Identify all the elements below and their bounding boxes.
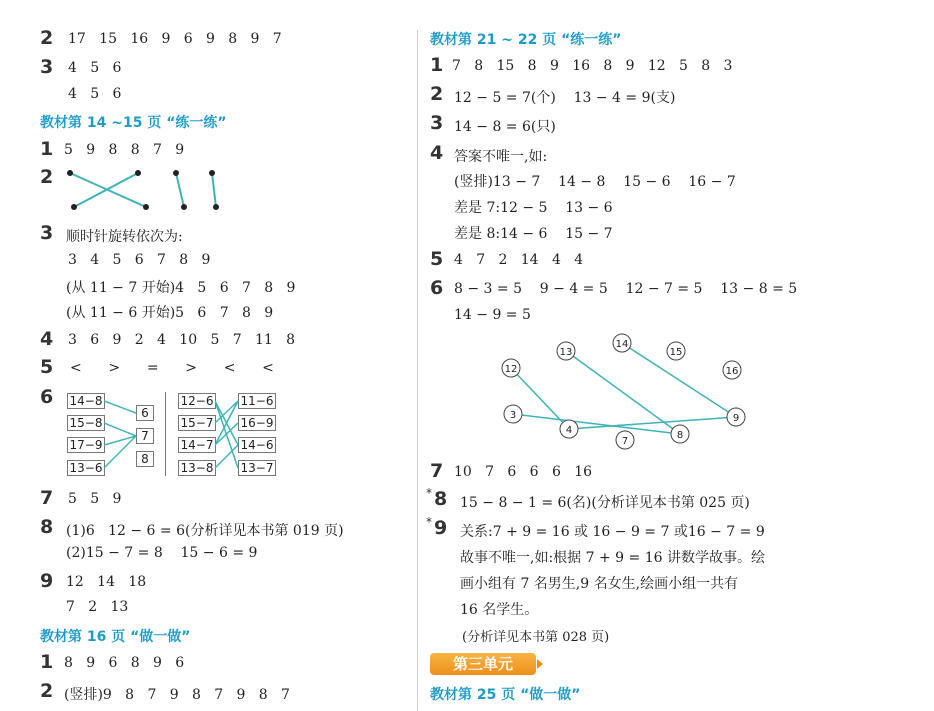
expression-box: 13−7 [238, 460, 276, 476]
item-number: 8 [434, 488, 448, 510]
item-number: 2 [40, 27, 54, 49]
item-number: 6 [40, 386, 54, 408]
item-number: 4 [430, 142, 444, 164]
answer-text: 4 5 6 [68, 86, 122, 102]
answer-text: 3 4 5 6 7 8 9 [68, 252, 211, 268]
expression-box: 17−9 [67, 437, 105, 453]
item-number: 9 [434, 517, 448, 539]
value-box: 6 [136, 405, 154, 421]
answer-text: 画小组有 7 名男生,9 名女生,绘画小组一共有 [460, 576, 739, 592]
answer-text: (竖排)13 − 7 14 − 8 15 − 6 16 − 7 [454, 174, 736, 190]
answer-text: 差是 7:12 − 5 13 − 6 [454, 200, 613, 216]
divider [165, 392, 166, 476]
circle-label: 13 [559, 347, 573, 358]
item-number: 2 [40, 680, 54, 702]
circle-label: 8 [676, 430, 684, 441]
answer-text: (2)15 − 7 = 8 15 − 6 = 9 [66, 545, 258, 561]
item-number: 1 [40, 138, 54, 160]
answer-text: (从 11 − 6 开始)5 6 7 8 9 [66, 305, 274, 321]
item-number: 2 [40, 166, 54, 188]
item-number: 6 [430, 277, 444, 299]
item-number: 3 [40, 56, 54, 78]
matching-dots-diagram [60, 165, 230, 215]
section-heading: 教材第 14 ~15 页 “练一练” [40, 115, 227, 131]
circle-label: 4 [565, 425, 573, 436]
unit-tab-arrow [537, 659, 543, 669]
item-number: 2 [430, 83, 444, 105]
item-number: 1 [40, 651, 54, 673]
unit-tab: 第三单元 [430, 653, 536, 675]
answer-text: 答案不唯一,如: [454, 149, 548, 165]
section-heading: 教材第 21 ~ 22 页 “练一练” [430, 32, 622, 48]
matching-lines-left [104, 393, 138, 473]
answer-text: (从 11 − 7 开始)4 5 6 7 8 9 [66, 280, 296, 296]
item-number: 7 [40, 487, 54, 509]
answer-text: < > = > < < [70, 360, 274, 376]
section-heading: 教材第 25 页 “做一做” [430, 687, 581, 703]
circle-label: 7 [621, 436, 629, 447]
answer-text: 12 14 18 [66, 574, 147, 590]
answer-text: 8 9 6 8 9 6 [64, 655, 185, 671]
matching-lines-right [215, 393, 239, 473]
answer-text: 4 5 6 [68, 60, 122, 76]
item-number: 9 [40, 570, 54, 592]
answer-text: 16 名学生。 [460, 602, 539, 618]
circle-matching-diagram [490, 330, 760, 454]
answer-text: 17 15 16 9 6 9 8 9 7 [68, 31, 282, 47]
expression-box: 14−6 [238, 437, 276, 453]
section-heading: 教材第 16 页 “做一做” [40, 629, 191, 645]
answer-text: 5 5 9 [68, 491, 122, 507]
item-number: 3 [430, 112, 444, 134]
expression-box: 12−6 [178, 393, 216, 409]
answer-text: 7 2 13 [66, 599, 129, 615]
item-number: 5 [430, 248, 444, 270]
expression-box: 11−6 [238, 393, 276, 409]
value-box: 7 [136, 428, 154, 444]
expression-box: 14−7 [178, 437, 216, 453]
answer-text: 差是 8:14 − 6 15 − 7 [454, 226, 613, 242]
answer-text: 3 6 9 2 4 10 5 7 11 8 [68, 332, 296, 348]
item-number: 7 [430, 460, 444, 482]
answer-text: (1)6 12 − 6 = 6(分析详见本书第 019 页) [66, 523, 344, 539]
item-number: 8 [40, 516, 54, 538]
answer-text: (竖排)9 8 7 9 8 7 9 8 7 [64, 687, 290, 703]
circle-label: 3 [509, 410, 517, 421]
circle-label: 9 [732, 413, 740, 424]
expression-box: 16−9 [238, 415, 276, 431]
answer-text: 12 − 5 = 7(个) 13 − 4 = 9(支) [454, 90, 676, 106]
expression-box: 15−8 [67, 415, 105, 431]
expression-box: 13−8 [178, 460, 216, 476]
answer-text: 4 7 2 14 4 4 [454, 252, 584, 268]
item-number: 1 [430, 54, 444, 76]
answer-text: 7 8 15 8 9 16 8 9 12 5 8 3 [452, 58, 733, 74]
item-number: 5 [40, 356, 54, 378]
circle-label: 15 [669, 347, 683, 358]
answer-text: 15 − 8 − 1 = 6(名)(分析详见本书第 025 页) [460, 495, 750, 511]
answer-text: (分析详见本书第 028 页) [462, 630, 610, 645]
answer-text: 顺时针旋转依次为: [66, 229, 183, 245]
answer-text: 故事不唯一,如:根据 7 + 9 = 16 讲数学故事。绘 [460, 550, 765, 566]
answer-text: 8 − 3 = 5 9 − 4 = 5 12 − 7 = 5 13 − 8 = 5 [454, 281, 798, 297]
answer-text: 14 − 9 = 5 [454, 307, 531, 323]
circle-label: 12 [504, 364, 518, 375]
value-box: 8 [136, 451, 154, 467]
optional-star: * [426, 486, 432, 500]
item-number: 3 [40, 222, 54, 244]
item-number: 4 [40, 328, 54, 350]
circle-label: 16 [725, 366, 739, 377]
expression-box: 13−6 [67, 460, 105, 476]
answer-text: 10 7 6 6 6 16 [454, 464, 593, 480]
answer-text: 关系:7 + 9 = 16 或 16 − 9 = 7 或16 − 7 = 9 [460, 524, 765, 540]
circle-label: 14 [615, 339, 629, 350]
column-divider [417, 30, 418, 711]
expression-box: 14−8 [67, 393, 105, 409]
answer-text: 14 − 8 = 6(只) [454, 119, 556, 135]
answer-text: 5 9 8 8 7 9 [64, 142, 185, 158]
expression-box: 15−7 [178, 415, 216, 431]
optional-star: * [426, 515, 432, 529]
